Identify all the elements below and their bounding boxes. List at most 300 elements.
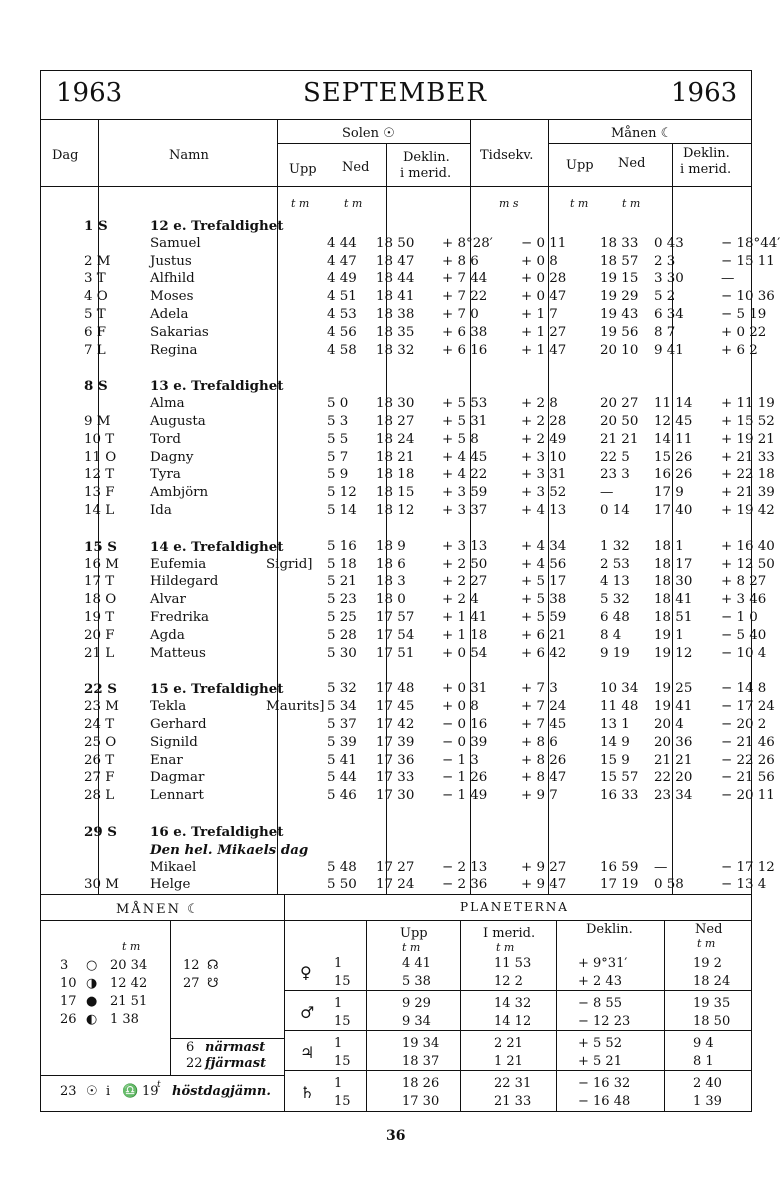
sun-set: 17 30	[376, 788, 415, 804]
planet-rise: 19 34	[402, 1036, 440, 1051]
name-cell: Samuel	[150, 235, 201, 251]
table-row	[40, 556, 775, 575]
sun-set: 18 15	[376, 485, 415, 501]
moon-rise: 1 32	[600, 538, 630, 554]
phase-time: 1 38	[110, 1012, 139, 1027]
header-rule	[40, 119, 752, 120]
planet-icon: ♀	[300, 963, 312, 982]
col-moon-ned: Ned	[618, 156, 646, 171]
moon-set: 18 51	[654, 610, 693, 625]
planet-date: 1	[334, 956, 343, 971]
phase-day: 17	[60, 994, 77, 1009]
table-row	[40, 681, 767, 699]
sun-rise: 5 3	[327, 414, 349, 429]
unit-sun-ned: t m	[344, 197, 363, 210]
planet-declination: + 5 52	[578, 1036, 622, 1051]
sun-declination: − 2 13	[442, 859, 488, 875]
moon-rise: 18 57	[600, 253, 639, 269]
sun-declination: + 5 53	[442, 396, 488, 412]
col-manen: Månen ☾	[611, 126, 673, 141]
table-row	[40, 592, 767, 610]
planet-col-upp: Upp	[400, 926, 428, 941]
planet-date: 1	[334, 1076, 343, 1091]
planet-meridian: 22 31	[494, 1076, 532, 1091]
sun-rise: 5 16	[327, 538, 357, 554]
sun-rise: 5 41	[327, 752, 357, 768]
sun-declination: + 8°28′	[442, 235, 493, 251]
day-cell: 22 S	[84, 681, 117, 698]
name-cell: 16 e. Trefaldighet	[150, 824, 284, 840]
unit-moon-upp: t m	[570, 197, 589, 210]
moon-set: —	[654, 859, 668, 875]
sun-set: 18 3	[376, 574, 406, 590]
moon-declination: − 5 19	[721, 307, 767, 322]
sun-rise: 5 23	[327, 592, 357, 608]
sun-set: 18 32	[376, 342, 415, 358]
table-row	[40, 324, 767, 343]
moon-rise: 10 34	[600, 681, 639, 697]
moon-rise: 23 3	[600, 467, 630, 483]
name-cell: Dagny	[150, 449, 194, 465]
sun-set: 18 38	[376, 307, 415, 322]
moon-rise: 0 14	[600, 503, 630, 518]
moon-rise: 22 5	[600, 449, 630, 465]
table-row	[40, 467, 775, 485]
moon-set: 23 34	[654, 788, 693, 804]
moon-rise: 20 27	[600, 396, 639, 412]
sun-icon: ☉	[86, 1084, 98, 1099]
sun-rise: 4 58	[327, 342, 357, 358]
name-cell: Mikael	[150, 859, 197, 875]
sun-declination: + 7 0	[442, 307, 479, 322]
equation-of-time: + 5 59	[521, 610, 567, 625]
planet-set: 19 35	[693, 996, 731, 1011]
table-row	[40, 289, 775, 307]
equinox-degree: 19	[142, 1084, 159, 1099]
day-cell: 28 L	[84, 788, 115, 804]
planet-unit-mer: t m	[496, 941, 515, 954]
equinox-word: i	[106, 1084, 111, 1099]
unit-tidsekv: m s	[499, 197, 519, 210]
table-row	[40, 235, 780, 254]
sun-set: 18 44	[376, 271, 415, 287]
planet-meridian: 12 2	[494, 974, 523, 989]
moon-rise: 21 21	[600, 431, 639, 447]
day-cell: 10 T	[84, 431, 115, 447]
nearfar-label: fjärmast	[205, 1056, 267, 1071]
name-cell: Alma	[150, 396, 185, 412]
equation-of-time: + 3 10	[521, 449, 567, 465]
planet-rise: 9 34	[402, 1014, 431, 1029]
nearfar-rule	[170, 1038, 284, 1039]
moon-set: 8 7	[654, 324, 676, 340]
moon-declination: − 17 12	[721, 859, 775, 875]
equation-of-time: + 1 27	[521, 324, 567, 340]
name-cell: Helge	[150, 877, 191, 893]
equinox-day: 23	[60, 1084, 77, 1099]
planet-date: 15	[334, 1054, 351, 1069]
name-cell: Alfhild	[150, 271, 195, 287]
moon-rise: 18 33	[600, 235, 639, 251]
sun-rise: 4 44	[327, 235, 357, 251]
day-cell: 6 F	[84, 324, 107, 340]
col-moon-deklin: Deklin.	[683, 146, 730, 161]
table-row	[40, 342, 758, 361]
moon-set: 9 41	[654, 342, 684, 358]
name-cell: Adela	[150, 307, 189, 322]
table-row	[40, 770, 775, 788]
month-title: SEPTEMBER	[303, 78, 487, 108]
planet-icon: ♂	[300, 1003, 315, 1022]
planet-meridian: 14 32	[494, 996, 532, 1011]
sun-declination: + 3 59	[442, 485, 488, 501]
manen-section-title: MÅNEN ☾	[116, 902, 201, 917]
day-cell: 4 O	[84, 289, 108, 305]
name-cell: Alvar	[150, 592, 186, 608]
table-row	[40, 610, 758, 628]
name-cell: Augusta	[150, 414, 206, 429]
planet-meridian: 14 12	[494, 1014, 532, 1029]
moon-set: 19 41	[654, 699, 693, 715]
equation-of-time: + 0 8	[521, 253, 558, 269]
moon-declination: − 17 24	[721, 699, 775, 715]
sun-set: 18 30	[376, 396, 415, 412]
day-cell: 15 S	[84, 538, 117, 555]
day-cell: 18 O	[84, 592, 117, 608]
node-day: 12	[183, 958, 200, 973]
equation-of-time: + 4 34	[521, 538, 567, 554]
table-row	[40, 271, 752, 289]
sun-declination: + 8 6	[442, 253, 479, 269]
moon-declination: − 21 46	[721, 734, 775, 750]
equation-of-time: + 6 42	[521, 645, 567, 661]
moon-phase-icon: ◐	[86, 1012, 98, 1027]
vline-pl-2	[460, 920, 461, 1112]
table-row	[40, 788, 775, 806]
moon-set: 18 41	[654, 592, 693, 608]
equation-of-time: + 2 8	[521, 396, 558, 412]
table-row	[40, 378, 752, 396]
planet-declination: − 16 48	[578, 1094, 631, 1109]
phase-time: 20 34	[110, 958, 148, 973]
planet-unit-upp: t m	[402, 941, 421, 954]
nearfar-day: 22	[186, 1056, 203, 1071]
planet-rise: 18 37	[402, 1054, 440, 1069]
planet-icon: ♃	[300, 1043, 315, 1062]
moon-rise: 13 1	[600, 717, 630, 732]
name-cell: Moses	[150, 289, 194, 305]
solen-under-rule	[277, 143, 470, 144]
sun-rise: 4 47	[327, 253, 357, 269]
planet-date: 15	[334, 1094, 351, 1109]
sun-set: 17 33	[376, 770, 415, 786]
equation-of-time: + 2 28	[521, 414, 567, 429]
node-day: 27	[183, 976, 200, 991]
sun-rise: 5 9	[327, 467, 349, 483]
equation-of-time: + 4 56	[521, 556, 567, 572]
name-cell: Tyra	[150, 467, 181, 483]
planet-meridian: 1 21	[494, 1054, 523, 1069]
planet-rise: 18 26	[402, 1076, 440, 1091]
year-right: 1963	[671, 78, 738, 108]
equation-of-time: + 5 17	[521, 574, 567, 590]
planet-icon: ♄	[300, 1083, 315, 1102]
planet-unit-ned: t m	[697, 937, 716, 950]
table-row	[40, 734, 775, 753]
vline-moon-split	[170, 920, 171, 1075]
sun-declination: + 0 8	[442, 699, 479, 715]
sun-rise: 5 39	[327, 734, 357, 750]
planet-meridian: 11 53	[494, 956, 532, 971]
sun-rise: 4 51	[327, 289, 357, 305]
moon-rise: 19 29	[600, 289, 639, 305]
sun-set: 18 18	[376, 467, 415, 483]
day-cell: 3 T	[84, 271, 106, 287]
moon-set: 16 26	[654, 467, 693, 483]
moon-declination: + 8 27	[721, 574, 767, 590]
name-cell: 15 e. Trefaldighet	[150, 681, 284, 698]
day-cell: 24 T	[84, 717, 115, 732]
planet-rise: 4 41	[402, 956, 431, 971]
node-icon: ☋	[207, 976, 219, 991]
sun-declination: + 7 22	[442, 289, 488, 305]
day-cell: 19 T	[84, 610, 115, 625]
sun-rise: 5 18	[327, 556, 357, 572]
moon-rise: 14 9	[600, 734, 630, 750]
day-cell: 13 F	[84, 485, 115, 501]
unit-sun-upp: t m	[291, 197, 310, 210]
nearfar-label: närmast	[205, 1040, 266, 1055]
table-row	[40, 538, 775, 557]
day-cell: 27 F	[84, 770, 115, 786]
moon-declination: − 1 0	[721, 610, 758, 625]
sun-rise: 5 21	[327, 574, 357, 590]
planet-col-ned: Ned	[695, 922, 723, 937]
name-cell: Dagmar	[150, 770, 205, 786]
day-cell: 12 T	[84, 467, 115, 483]
planet-set: 9 4	[693, 1036, 714, 1051]
phase-time: 12 42	[110, 976, 148, 991]
name-cell: 14 e. Trefaldighet	[150, 538, 284, 555]
equinox-rule	[40, 1075, 284, 1076]
name-cell: Eufemia	[150, 556, 207, 572]
table-row	[40, 414, 775, 432]
table-row	[40, 307, 767, 325]
moon-rise: 19 15	[600, 271, 639, 287]
sun-declination: − 1 49	[442, 788, 488, 804]
sun-set: 18 6	[376, 556, 406, 572]
sun-declination: + 4 22	[442, 467, 488, 483]
moon-declination: − 15 11	[721, 253, 775, 269]
moon-declination: − 18°44′	[721, 235, 780, 251]
vline-pl-4	[664, 920, 665, 1112]
day-cell: 29 S	[84, 824, 117, 840]
sun-rise: 5 34	[327, 699, 357, 715]
sun-set: 17 45	[376, 699, 415, 715]
table-row	[40, 859, 775, 878]
sun-declination: + 2 4	[442, 592, 479, 608]
nearfar-day: 6	[186, 1040, 195, 1055]
sun-declination: + 7 44	[442, 271, 488, 287]
sun-set: 18 9	[376, 538, 406, 554]
moon-set: 20 4	[654, 717, 684, 732]
moon-rise: 11 48	[600, 699, 639, 715]
sun-rise: 4 49	[327, 271, 357, 287]
moon-phase-icon: ◑	[86, 976, 98, 991]
moon-rise: 9 19	[600, 645, 630, 661]
name-cell: Tekla	[150, 699, 187, 715]
sun-declination: − 0 16	[442, 717, 488, 732]
sun-set: 18 27	[376, 414, 415, 429]
moon-rise: —	[600, 485, 614, 501]
col-namn: Namn	[169, 148, 209, 163]
phase-time: 21 51	[110, 994, 148, 1009]
planet-set: 19 2	[693, 956, 722, 971]
moon-set: 22 20	[654, 770, 693, 786]
sun-declination: + 6 16	[442, 342, 488, 358]
name-cell: Regina	[150, 342, 198, 358]
equation-of-time: + 4 13	[521, 503, 567, 518]
sun-rise: 5 25	[327, 610, 357, 625]
sun-declination: − 0 39	[442, 734, 488, 750]
equation-of-time: + 0 28	[521, 271, 567, 287]
planet-set: 18 24	[693, 974, 731, 989]
table-row	[40, 449, 775, 468]
sun-rise: 5 12	[327, 485, 357, 501]
day-cell: 30 M	[84, 877, 120, 893]
sun-set: 17 57	[376, 610, 415, 625]
planet-rise: 9 29	[402, 996, 431, 1011]
planet-declination: + 5 21	[578, 1054, 622, 1069]
phase-day: 10	[60, 976, 77, 991]
sun-set: 18 21	[376, 449, 415, 465]
planet-set: 2 40	[693, 1076, 722, 1091]
name-cell: Justus	[150, 253, 192, 269]
planet-set: 18 50	[693, 1014, 731, 1029]
moon-rise: 6 48	[600, 610, 630, 625]
sun-rise: 5 14	[327, 503, 357, 518]
col-solen: Solen ☉	[342, 126, 395, 141]
moon-declination: + 11 19	[721, 396, 775, 412]
moon-set: 19 1	[654, 627, 684, 643]
bottom-header-rule	[40, 920, 752, 921]
col-dag: Dag	[52, 148, 79, 163]
moon-declination: + 16 40	[721, 538, 775, 554]
planet-set: 1 39	[693, 1094, 722, 1109]
moon-declination: − 5 40	[721, 627, 767, 643]
table-row	[40, 503, 775, 521]
moon-declination: + 6 2	[721, 342, 758, 358]
page-number: 36	[386, 1128, 406, 1144]
sun-set: 17 27	[376, 859, 415, 875]
moon-unit: t m	[122, 940, 141, 953]
day-cell: 26 T	[84, 752, 115, 768]
sun-rise: 5 46	[327, 788, 357, 804]
name-cell: Hildegard	[150, 574, 219, 590]
equation-of-time: + 0 47	[521, 289, 567, 305]
planet-rise: 17 30	[402, 1094, 440, 1109]
moon-declination: + 3 46	[721, 592, 767, 608]
moon-declination: + 12 50	[721, 556, 775, 572]
day-cell: 20 F	[84, 627, 115, 643]
pl-rule-2	[284, 1030, 752, 1031]
moon-set: 18 17	[654, 556, 693, 572]
sun-set: 18 35	[376, 324, 415, 340]
sun-declination: + 5 31	[442, 414, 488, 429]
moon-set: 2 3	[654, 253, 676, 269]
sun-set: 18 12	[376, 503, 415, 518]
moon-set: 18 30	[654, 574, 693, 590]
moon-set: 12 45	[654, 414, 693, 429]
day-cell: 7 L	[84, 342, 106, 358]
moon-declination: − 20 2	[721, 717, 767, 732]
name-cell: Ida	[150, 503, 172, 518]
moon-declination: + 19 21	[721, 431, 775, 447]
equation-of-time: + 9 27	[521, 859, 567, 875]
sun-rise: 5 32	[327, 681, 357, 697]
sun-set: 17 24	[376, 877, 415, 893]
moon-declination: − 10 4	[721, 645, 767, 661]
equation-of-time: + 8 6	[521, 734, 558, 750]
day-cell: 23 M	[84, 699, 120, 715]
moon-set: 19 25	[654, 681, 693, 697]
table-row	[40, 253, 775, 272]
name-cell: Agda	[150, 627, 185, 643]
sun-set: 18 47	[376, 253, 415, 269]
sun-declination: + 6 38	[442, 324, 488, 340]
moon-set: 19 12	[654, 645, 693, 661]
planet-declination: − 16 32	[578, 1076, 631, 1091]
moon-declination: —	[721, 271, 735, 287]
planet-meridian: 2 21	[494, 1036, 523, 1051]
day-cell: 16 M	[84, 556, 120, 572]
planet-meridian: 21 33	[494, 1094, 532, 1109]
sun-set: 17 39	[376, 734, 415, 750]
moon-set: 3 30	[654, 271, 684, 287]
table-row	[40, 627, 767, 646]
day-cell: 21 L	[84, 645, 115, 661]
moon-set: 0 43	[654, 235, 684, 251]
moon-rise: 19 43	[600, 307, 639, 322]
planet-date: 1	[334, 996, 343, 1011]
phase-day: 3	[60, 958, 69, 973]
table-row	[40, 218, 752, 236]
col-sun-ned: Ned	[342, 160, 370, 175]
sun-declination: + 0 31	[442, 681, 488, 697]
moon-declination: − 13 4	[721, 877, 767, 893]
moon-rise: 2 53	[600, 556, 630, 572]
day-cell: 1 S	[84, 218, 108, 234]
moon-declination: − 20 11	[721, 788, 775, 804]
equation-of-time: + 9 47	[521, 877, 567, 893]
sun-set: 17 42	[376, 717, 415, 732]
moon-declination: + 0 22	[721, 324, 767, 340]
planet-declination: + 9°31′	[578, 956, 628, 971]
moon-rise: 16 33	[600, 788, 639, 804]
name-cell: Tord	[150, 431, 181, 447]
table-row	[40, 877, 767, 895]
sun-rise: 5 48	[327, 859, 357, 875]
phase-day: 26	[60, 1012, 77, 1027]
col-sun-imerid: i merid.	[400, 166, 452, 181]
name-cell: Matteus	[150, 645, 206, 661]
col-sun-deklin: Deklin.	[403, 150, 450, 165]
bottom-top-rule	[40, 894, 752, 895]
name-cell: Lennart	[150, 788, 204, 804]
vline-pl-1	[366, 920, 367, 1112]
sun-rise: 5 44	[327, 770, 357, 786]
sun-rise: 5 50	[327, 877, 357, 893]
